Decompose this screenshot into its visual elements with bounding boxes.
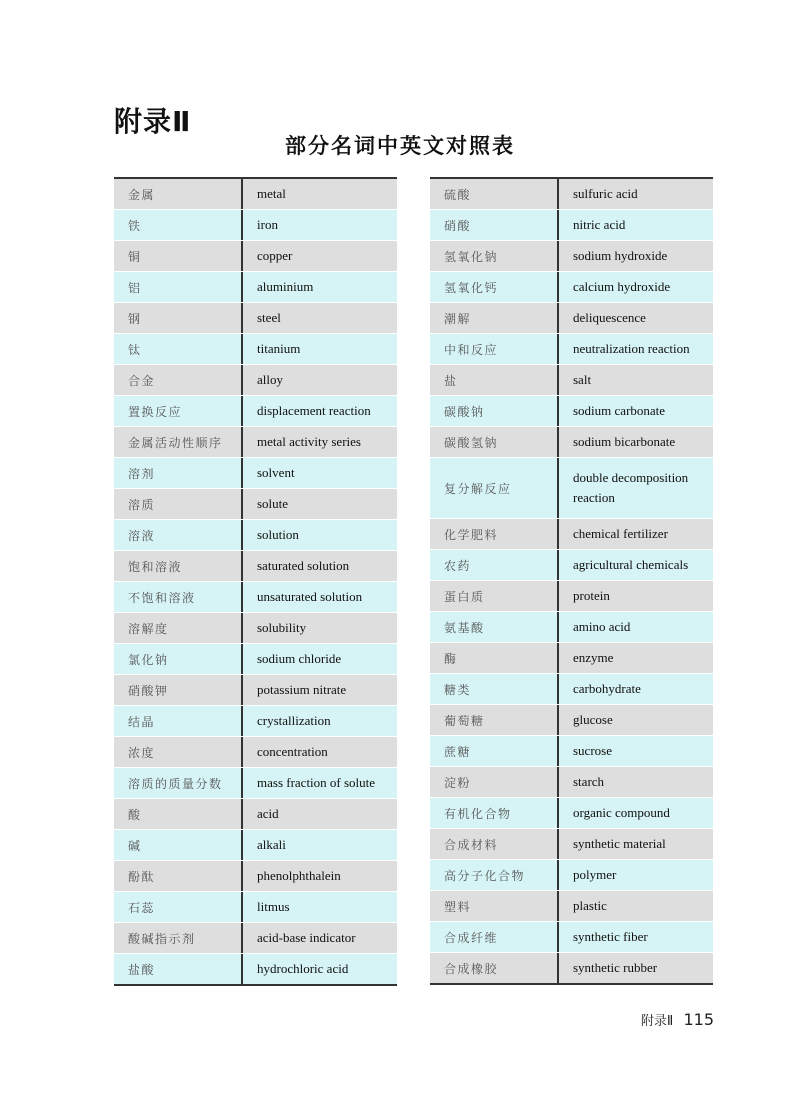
- chinese-term: 置换反应: [128, 404, 183, 419]
- english-term: synthetic material: [557, 829, 713, 859]
- chinese-term: 蔗糖: [444, 744, 472, 759]
- english-term: potassium nitrate: [241, 675, 397, 705]
- table-row: [430, 457, 713, 518]
- table-row: [114, 736, 397, 767]
- table-row: [114, 488, 397, 519]
- table-row: [430, 766, 713, 797]
- english-term: alloy: [241, 365, 397, 395]
- english-term: unsaturated solution: [241, 582, 397, 612]
- english-term: sodium bicarbonate: [557, 427, 713, 457]
- chinese-term: 铜: [128, 249, 142, 264]
- chinese-term: 酶: [444, 651, 458, 666]
- chinese-term: 复分解反应: [444, 481, 512, 496]
- chinese-term: 不饱和溶液: [128, 590, 196, 605]
- table-row: [430, 735, 713, 766]
- table-row: [114, 767, 397, 798]
- english-term: nitric acid: [557, 210, 713, 240]
- english-term: synthetic rubber: [557, 953, 713, 983]
- chinese-term: 中和反应: [444, 342, 499, 357]
- english-term: enzyme: [557, 643, 713, 673]
- english-term: sodium carbonate: [557, 396, 713, 426]
- table-row: [430, 704, 713, 735]
- chinese-term: 碱: [128, 838, 142, 853]
- table-row: [430, 302, 713, 333]
- table-row: [114, 643, 397, 674]
- table-row: [430, 952, 713, 983]
- table-row: [430, 673, 713, 704]
- english-term: solubility: [241, 613, 397, 643]
- chinese-term: 氢氧化钙: [444, 280, 499, 295]
- chinese-term: 合金: [128, 373, 156, 388]
- table-row: [114, 426, 397, 457]
- table-row: [114, 179, 397, 209]
- table-row: [114, 705, 397, 736]
- chinese-term: 塑料: [444, 899, 472, 914]
- table-row: [430, 209, 713, 240]
- english-term: calcium hydroxide: [557, 272, 713, 302]
- english-term: sodium hydroxide: [557, 241, 713, 271]
- chinese-term: 溶质: [128, 497, 156, 512]
- footer-label: 附录Ⅱ: [640, 1014, 674, 1029]
- chinese-term: 溶解度: [128, 621, 169, 636]
- chinese-term: 金属: [128, 187, 156, 202]
- table-row: [114, 891, 397, 922]
- chinese-term: 溶剂: [128, 466, 156, 481]
- table-row: [430, 642, 713, 673]
- table-row: [430, 828, 713, 859]
- chinese-term: 淀粉: [444, 775, 472, 790]
- english-term: steel: [241, 303, 397, 333]
- english-term: salt: [557, 365, 713, 395]
- chinese-term: 酸碱指示剂: [128, 931, 196, 946]
- table-row: [430, 797, 713, 828]
- english-term: plastic: [557, 891, 713, 921]
- chinese-term: 有机化合物: [444, 806, 512, 821]
- table-row: [430, 549, 713, 580]
- english-term: carbohydrate: [557, 674, 713, 704]
- chinese-term: 碳酸钠: [444, 404, 485, 419]
- english-term: litmus: [241, 892, 397, 922]
- table-row: [114, 240, 397, 271]
- chinese-term: 钛: [128, 342, 142, 357]
- table-row: [114, 333, 397, 364]
- english-term: acid-base indicator: [241, 923, 397, 953]
- chinese-term: 硝酸: [444, 218, 472, 233]
- table-row: [114, 519, 397, 550]
- english-term: double decomposition reaction: [557, 458, 713, 518]
- chinese-term: 农药: [444, 558, 472, 573]
- table-row: [430, 580, 713, 611]
- table-row: [114, 581, 397, 612]
- english-term: synthetic fiber: [557, 922, 713, 952]
- table-title: 部分名词中英文对照表: [285, 134, 515, 158]
- chinese-term: 碳酸氢钠: [444, 435, 499, 450]
- english-term: sulfuric acid: [557, 179, 713, 209]
- chinese-term: 氨基酸: [444, 620, 485, 635]
- table-row: [114, 674, 397, 705]
- chinese-term: 合成材料: [444, 837, 499, 852]
- table-row: [114, 550, 397, 581]
- table-row: [430, 271, 713, 302]
- chinese-term: 葡萄糖: [444, 713, 485, 728]
- page-footer: [641, 1010, 714, 1029]
- table-row: [114, 798, 397, 829]
- chinese-term: 饱和溶液: [128, 559, 183, 574]
- english-term: organic compound: [557, 798, 713, 828]
- chinese-term: 合成纤维: [444, 930, 499, 945]
- chinese-term: 糖类: [444, 682, 472, 697]
- english-term: copper: [241, 241, 397, 271]
- chinese-term: 铁: [128, 218, 142, 233]
- chinese-term: 盐酸: [128, 962, 156, 977]
- appendix-title: 附录Ⅱ: [114, 105, 192, 138]
- english-term: iron: [241, 210, 397, 240]
- english-term: concentration: [241, 737, 397, 767]
- table-row: [114, 829, 397, 860]
- english-term: protein: [557, 581, 713, 611]
- table-row: [114, 457, 397, 488]
- english-term: solution: [241, 520, 397, 550]
- table-row: [430, 426, 713, 457]
- chinese-term: 酸: [128, 807, 142, 822]
- table-row: [114, 860, 397, 891]
- table-row: [430, 921, 713, 952]
- english-term: crystallization: [241, 706, 397, 736]
- table-row: [114, 364, 397, 395]
- english-term: phenolphthalein: [241, 861, 397, 891]
- english-term: titanium: [241, 334, 397, 364]
- english-term: solvent: [241, 458, 397, 488]
- english-term: aluminium: [241, 272, 397, 302]
- chinese-term: 铝: [128, 280, 142, 295]
- chinese-term: 溶质的质量分数: [128, 776, 223, 791]
- table-row: [114, 922, 397, 953]
- english-term: metal: [241, 179, 397, 209]
- english-term: acid: [241, 799, 397, 829]
- table-row: [430, 179, 713, 209]
- chinese-term: 浓度: [128, 745, 156, 760]
- table-row: [114, 302, 397, 333]
- english-term: mass fraction of solute: [241, 768, 397, 798]
- table-row: [114, 209, 397, 240]
- english-term: deliquescence: [557, 303, 713, 333]
- english-term: sodium chloride: [241, 644, 397, 674]
- chinese-term: 蛋白质: [444, 589, 485, 604]
- english-term: alkali: [241, 830, 397, 860]
- chinese-term: 酚酞: [128, 869, 156, 884]
- chinese-term: 合成橡胶: [444, 961, 499, 976]
- chinese-term: 溶液: [128, 528, 156, 543]
- english-term: chemical fertilizer: [557, 519, 713, 549]
- table-row: [114, 271, 397, 302]
- table-row: [430, 859, 713, 890]
- chinese-term: 硝酸钾: [128, 683, 169, 698]
- chinese-term: 金属活动性顺序: [128, 435, 223, 450]
- chinese-term: 潮解: [444, 311, 472, 326]
- english-term: hydrochloric acid: [241, 954, 397, 984]
- english-term: displacement reaction: [241, 396, 397, 426]
- page-number: 115: [683, 1010, 714, 1029]
- table-row: [114, 612, 397, 643]
- table-row: [430, 364, 713, 395]
- table-row: [114, 395, 397, 426]
- table-row: [430, 518, 713, 549]
- chinese-term: 高分子化合物: [444, 868, 526, 883]
- english-term: glucose: [557, 705, 713, 735]
- table-row: [430, 395, 713, 426]
- glossary-table-left: [114, 177, 397, 986]
- chinese-term: 结晶: [128, 714, 156, 729]
- english-term: metal activity series: [241, 427, 397, 457]
- table-row: [430, 240, 713, 271]
- english-term: solute: [241, 489, 397, 519]
- table-row: [430, 890, 713, 921]
- table-row: [114, 953, 397, 984]
- chinese-term: 钢: [128, 311, 142, 326]
- table-row: [430, 333, 713, 364]
- chinese-term: 氯化钠: [128, 652, 169, 667]
- glossary-table-right: [430, 177, 713, 985]
- chinese-term: 化学肥料: [444, 527, 499, 542]
- english-term: starch: [557, 767, 713, 797]
- english-term: saturated solution: [241, 551, 397, 581]
- table-row: [430, 611, 713, 642]
- english-term: neutralization reaction: [557, 334, 713, 364]
- chinese-term: 氢氧化钠: [444, 249, 499, 264]
- chinese-term: 盐: [444, 373, 458, 388]
- english-term: amino acid: [557, 612, 713, 642]
- english-term: agricultural chemicals: [557, 550, 713, 580]
- english-term: sucrose: [557, 736, 713, 766]
- chinese-term: 硫酸: [444, 187, 472, 202]
- english-term: polymer: [557, 860, 713, 890]
- chinese-term: 石蕊: [128, 900, 156, 915]
